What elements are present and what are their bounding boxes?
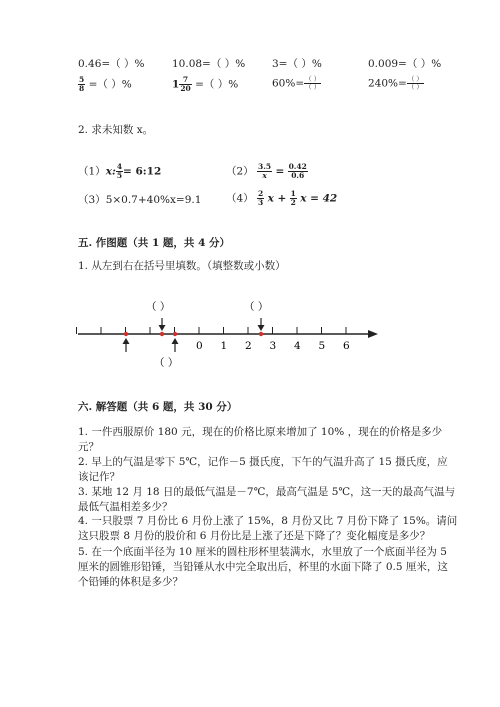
tick-label: 3 [269, 340, 277, 352]
section-6-title: 六. 解答题（共 6 题，共 30 分） [78, 401, 238, 413]
fraction: $\frac{4}{5}$ [116, 162, 123, 180]
tick-label: 1 [220, 340, 228, 352]
equation-3: （3）5×0.7+40%x=9.1 [78, 194, 202, 206]
number-line-arrow [368, 330, 378, 338]
fraction: $\frac{0.42}{0.6}$ [288, 162, 307, 180]
down-arrow-icon [258, 318, 265, 331]
marked-point [160, 332, 164, 336]
section-2-title: 2. 求未知数 x。 [78, 124, 154, 136]
fraction: $\frac{5}{8}$ [79, 75, 85, 93]
blank-item-7: 60%= $\frac{( )}{( )}$ [272, 75, 321, 91]
tick-label: 4 [294, 340, 301, 352]
equation-1: （1）x: $\frac{4}{5}$ = 6:12 [78, 162, 162, 180]
tick-label: 0 [196, 340, 203, 352]
tick-label: 6 [343, 340, 350, 352]
question-2: 2. 早上的气温是零下 5℃，记作－5 摄氏度，下午的气温升高了 15 摄氏度，应该记作？ [78, 456, 448, 483]
number-line [0, 296, 500, 372]
question-1: 1. 一件西服原价 180 元，现在的价格比原来增加了 10% ，现在的价格是多少元？ [78, 426, 443, 453]
up-arrow-icon [123, 338, 130, 352]
up-arrow-icon [172, 338, 179, 352]
marked-point [173, 332, 177, 336]
number-line-ticks [77, 327, 351, 352]
fraction: $\frac{( )}{( )}$ [407, 75, 423, 91]
blank-item-5: $\frac{5}{8}$ =（ ）% [79, 75, 132, 93]
blank-item-1: 0.46=（ ）% [78, 58, 145, 70]
blank-item-2: 10.08=（ ）% [172, 58, 246, 70]
bracket-below-1: （ ） [154, 357, 179, 369]
question-3: 3. 某地 12 月 18 日的最低气温是－7℃，最高气温是 5℃，这一天的最高气温与最低气温相差多少？ [78, 486, 456, 513]
blank-item-3: 3=（ ）% [272, 58, 322, 70]
equation-2: （2） $\frac{3.5}{x}$ = $\frac{0.42}{0.6}$ [226, 162, 307, 180]
section-5-title: 五. 作图题（共 1 题，共 4 分） [78, 237, 231, 249]
down-arrow-icon [159, 318, 166, 331]
tick-label: 2 [245, 340, 252, 352]
fraction: $\frac{3.5}{x}$ [258, 162, 272, 180]
fraction: $\frac{2}{3}$ [258, 189, 264, 207]
blank-item-8: 240%= $\frac{( )}{( )}$ [368, 75, 423, 91]
blank-item-6: 1 $\frac{7}{20}$ =（ ）% [172, 75, 239, 93]
question-4: 4. 一只股票 7 月份比 6 月份上涨了 15%，8 月份又比 7 月份下降了 15%。请问这只股票 8 月份的股价和 6 月份比是上涨了还是下降了？变化幅度是多少？ [78, 515, 458, 542]
bracket-above-1: （ ） [146, 301, 171, 313]
fraction: $\frac{( )}{( )}$ [305, 75, 321, 91]
marked-point [259, 332, 263, 336]
blank-item-4: 0.009=（ ）% [368, 58, 442, 70]
fraction: $\frac{7}{20}$ [180, 75, 191, 93]
tick-label: 5 [318, 340, 326, 352]
bracket-above-2: （ ） [244, 301, 269, 313]
marked-point [124, 332, 128, 336]
question-5: 5. 在一个底面半径为 10 厘米的圆柱形杯里装满水，水里放了一个底面半径为 5 厘米的圆锥形铅锤，当铅锤从水中完全取出后，杯里的水面下降了 0.5 厘米，这个铅锤的体积是多少？ [78, 546, 448, 588]
section-5-question-1: 1. 从左到右在括号里填数。（填整数或小数） [78, 260, 286, 272]
equation-4: （4） $\frac{2}{3}$ x + $\frac{1}{2}$ x = 42 [226, 189, 338, 207]
fraction: $\frac{1}{2}$ [290, 189, 296, 207]
